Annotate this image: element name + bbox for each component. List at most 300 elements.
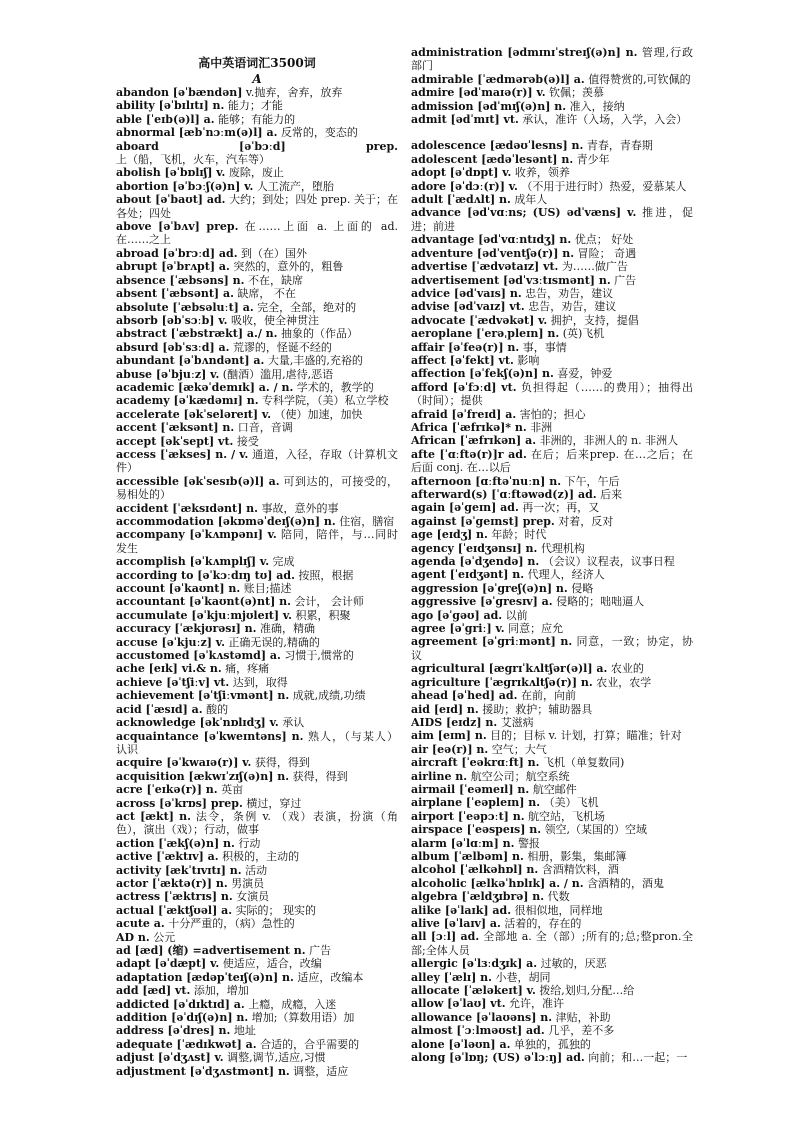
entry-definition: 男演员 bbox=[231, 876, 265, 890]
entry-definition: 侵略 bbox=[571, 581, 594, 595]
entry-definition: 事，事情 bbox=[522, 340, 567, 354]
vocab-entry bbox=[411, 139, 693, 152]
vocab-entry bbox=[116, 368, 398, 381]
entry-definition: 承认，准许（入场，入学，入会） bbox=[522, 113, 688, 127]
entry-definition: 值得赞赏的,可钦佩的 bbox=[588, 72, 691, 86]
entry-definition: 十分严重的，（病）急性的 bbox=[168, 917, 295, 931]
entry-headword: all [ɔːl] ad. bbox=[411, 930, 480, 944]
entry-headword: adjust [əˈdʒʌst] v. bbox=[116, 1051, 224, 1065]
entry-headword: airmail [ˈeəmeɪl] n. bbox=[411, 782, 530, 796]
vocab-entry bbox=[411, 100, 693, 113]
entry-definition: 住宿，膳宿 bbox=[339, 515, 395, 528]
entry-definition: 大约；到处；四处 prep. 关于；在各处；四处 bbox=[116, 193, 398, 220]
vocab-entry bbox=[116, 448, 398, 475]
vocab-entry bbox=[116, 783, 398, 796]
entry-definition: 影响 bbox=[517, 353, 540, 367]
entry-definition: 警报 bbox=[517, 836, 540, 850]
entry-headword: air [eə(r)] n. bbox=[411, 742, 489, 756]
entry-headword: allergic [əˈlɜːdʒɪk] a. bbox=[411, 957, 538, 971]
entry-headword: alarm [əˈlɑːm] n. bbox=[411, 836, 515, 850]
entry-definition: 增加;（算数用语）加 bbox=[251, 1011, 355, 1025]
vocab-entry bbox=[116, 971, 398, 984]
vocab-entry bbox=[411, 448, 693, 475]
entry-definition: 飞机（单复数同) bbox=[543, 756, 625, 770]
entry-definition: 钦佩；羡慕 bbox=[549, 86, 605, 100]
entry-definition: 广告 bbox=[614, 273, 637, 287]
vocab-entry bbox=[411, 542, 693, 555]
entry-headword: agriculture [ˈægrɪkʌltʃə(r)] n. bbox=[411, 675, 593, 689]
entry-headword: aid [eɪd] n. bbox=[411, 702, 479, 716]
vocab-entry bbox=[116, 394, 398, 407]
vocab-entry bbox=[116, 193, 398, 220]
entry-definition: 代理机构 bbox=[540, 541, 585, 555]
vocab-entry bbox=[411, 1051, 693, 1064]
entry-definition: 能力；才能 bbox=[227, 99, 283, 113]
entry-definition: 账目;描述 bbox=[243, 582, 292, 596]
entry-definition: 痛，疼痛 bbox=[225, 662, 270, 676]
entry-definition: 向前；和…一起；一 bbox=[588, 1051, 688, 1065]
vocab-entry bbox=[411, 609, 693, 622]
vocab-entry bbox=[411, 770, 693, 783]
entry-headword: admit [ədˈmɪt] vt. bbox=[411, 113, 519, 127]
vocab-entry bbox=[116, 890, 398, 903]
vocab-entry bbox=[116, 99, 398, 112]
entry-headword: afford [əˈfɔːd] vt. bbox=[411, 380, 517, 394]
entry-definition: 忠告，劝告，建议 bbox=[525, 286, 614, 300]
entry-headword: aggression [əˈgreʃ(ə)n] n. bbox=[411, 581, 568, 595]
entry-headword: advise [ədˈvaɪz] vt. bbox=[411, 300, 525, 314]
vocab-entry bbox=[116, 662, 398, 675]
vocab-entry bbox=[411, 1011, 693, 1024]
entry-definition: 可到达的，可接受的，易相处的） bbox=[116, 474, 399, 502]
vocab-entry bbox=[411, 274, 693, 287]
vocab-entry bbox=[116, 502, 398, 515]
vocab-entry bbox=[411, 984, 693, 997]
entry-definition: 实际的； 现实的 bbox=[235, 903, 317, 917]
entry-headword: almost [ˈɔːlməʊst] ad. bbox=[411, 1024, 545, 1038]
entry-definition: （美）飞机 bbox=[543, 796, 599, 810]
entry-headword: addition [əˈdɪʃ(ə)n] n. bbox=[116, 1011, 249, 1025]
entry-headword: age [eɪdʒ] n. bbox=[411, 528, 488, 542]
entry-definition: (酗酒）滥用,虐待,恶语 bbox=[222, 367, 334, 381]
entry-headword: adult [ˈædʌlt] n. bbox=[411, 193, 511, 207]
vocab-entry bbox=[116, 421, 398, 434]
entry-definition: 突然的，意外的，粗鲁 bbox=[233, 260, 344, 274]
vocab-entry bbox=[116, 555, 398, 568]
entry-definition: 后来 bbox=[600, 488, 623, 501]
vocab-entry bbox=[411, 314, 693, 327]
entry-definition: 不在，缺席 bbox=[248, 273, 304, 287]
entry-headword: absolute [ˈæbsəluːt] a. bbox=[116, 300, 254, 314]
section-letter: A bbox=[252, 72, 262, 86]
vocab-entry bbox=[116, 689, 398, 702]
entry-headword: agency [ˈeɪdʒənsɪ] n. bbox=[411, 541, 538, 555]
vocab-entry bbox=[116, 703, 398, 716]
entry-headword: adolescence [ædəʊˈlesns] n. bbox=[411, 139, 584, 153]
entry-definition: 人工流产，堕胎 bbox=[256, 179, 334, 193]
entry-definition: 几乎，差不多 bbox=[548, 1024, 615, 1038]
vocab-entry bbox=[116, 770, 398, 783]
vocab-entry bbox=[411, 113, 693, 126]
vocab-entry bbox=[411, 287, 693, 300]
entry-headword: accumulate [əˈkjuːmjʊleɪt] v. bbox=[116, 608, 293, 622]
entry-definition: 适应，改编本 bbox=[297, 970, 364, 984]
entry-definition: 英亩 bbox=[221, 783, 244, 797]
entry-definition: 接受 bbox=[236, 434, 259, 448]
vocab-entry bbox=[116, 1011, 398, 1024]
entry-headword: abandon [əˈbændən] bbox=[116, 86, 243, 99]
entry-headword: ahead [əˈhed] ad. bbox=[411, 689, 518, 703]
entry-definition: 侵略的；咄咄逼人 bbox=[556, 595, 645, 609]
entry-definition: 调整,调节,适应,习惯 bbox=[227, 1051, 326, 1065]
entry-headword: accountant [əˈkaʊnt(ə)nt] n. bbox=[116, 595, 291, 609]
entry-definition: 在前，向前 bbox=[520, 689, 576, 703]
entry-headword: acquisition [ækwɪˈzɪʃ(ə)n] n. bbox=[116, 769, 290, 783]
entry-definition: 喜爱，钟爱 bbox=[557, 367, 613, 381]
vocab-entry bbox=[116, 957, 398, 970]
right-entry-list bbox=[411, 46, 693, 1064]
entry-definition: 事故，意外的事 bbox=[261, 501, 339, 515]
vocab-entry bbox=[116, 475, 398, 502]
entry-headword: algebra [ˈældʒɪbrə] n. bbox=[411, 890, 545, 904]
entry-definition: 含酒精的，酒鬼 bbox=[587, 876, 665, 890]
vocab-entry bbox=[411, 555, 693, 568]
vocab-entry bbox=[116, 274, 398, 287]
entry-headword: accuracy [ˈækjʊrəsɪ] n. bbox=[116, 622, 257, 636]
entry-headword: academic [ækəˈdemɪk] a. / n. bbox=[116, 380, 294, 394]
entry-headword: abundant [əˈbʌndənt] a. bbox=[116, 354, 265, 368]
entry-headword: add [æd] vt. bbox=[116, 984, 191, 998]
vocab-entry bbox=[411, 756, 693, 769]
vocab-entry bbox=[411, 327, 693, 340]
vocab-entry bbox=[411, 716, 693, 729]
entry-definition: 成就,成绩,功绩 bbox=[292, 689, 366, 703]
left-entry-list bbox=[116, 86, 398, 1078]
entry-headword: aggressive [əˈgresɪv] a. bbox=[411, 595, 553, 609]
entry-headword: account [əˈkaʊnt] n. bbox=[116, 582, 241, 596]
entry-headword: ad [æd] (缩) =advertisement n. bbox=[116, 944, 306, 957]
entry-definition: 习惯于,惯常的 bbox=[284, 649, 354, 663]
entry-definition: （使）加速，加快 bbox=[274, 407, 363, 421]
entry-headword: accent [ˈæksənt] n. bbox=[116, 421, 235, 435]
entry-definition: 通道，入径，存取（计算机文件） bbox=[116, 447, 399, 475]
entry-spacer bbox=[411, 126, 693, 139]
vocab-entry bbox=[411, 676, 693, 689]
entry-definition: 允许，准许 bbox=[509, 997, 565, 1011]
entry-headword: accept [əkˈsept] vt. bbox=[116, 434, 234, 448]
entry-definition: 陪同，陪伴，与…同时发生 bbox=[116, 528, 398, 555]
vocab-entry bbox=[116, 341, 398, 354]
entry-definition: 女演员 bbox=[236, 890, 270, 904]
entry-headword: airplane [ˈeəpleɪn] n. bbox=[411, 796, 541, 810]
vocab-entry bbox=[116, 1038, 398, 1051]
entry-headword: ability [əˈbɪlɪtɪ] n. bbox=[116, 99, 225, 113]
entry-definition: 目的；目标 v. 计划，打算；瞄准；针对 bbox=[490, 729, 682, 743]
vocab-entry bbox=[411, 354, 693, 367]
vocab-entry bbox=[116, 797, 398, 810]
vocab-entry bbox=[116, 984, 398, 997]
entry-definition: v.抛弃，舍弃，放弃 bbox=[245, 86, 343, 99]
vocab-entry bbox=[116, 260, 398, 273]
entry-headword: aircraft [ˈeəkrɑːft] n. bbox=[411, 756, 540, 770]
entry-definition: 吸收，使全神贯注 bbox=[230, 313, 319, 327]
entry-headword: afraid [əˈfreɪd] a. bbox=[411, 407, 517, 421]
entry-definition: 下午，午后 bbox=[564, 474, 620, 488]
entry-headword: abortion [əˈbɔːʃ(ə)n] v. bbox=[116, 179, 254, 193]
vocab-entry bbox=[411, 86, 693, 99]
entry-headword: accessible [əkˈsesɪb(ə)l] a. bbox=[116, 474, 280, 488]
vocab-entry bbox=[116, 314, 398, 327]
entry-headword: actor [ˈæktə(r)] n. bbox=[116, 876, 228, 890]
vocab-entry bbox=[411, 367, 693, 380]
entry-headword: alcohol [ˈælkəhɒl] n. bbox=[411, 863, 539, 877]
entry-headword: admirable [ˈædmərəb(ə)l] a. bbox=[411, 72, 585, 86]
entry-headword: adequate [ˈædɪkwət] a. bbox=[116, 1037, 257, 1051]
entry-headword: absorb [əbˈsɔːb] v. bbox=[116, 313, 228, 327]
entry-headword: acid [ˈæsɪd] a. bbox=[116, 702, 203, 716]
entry-definition: 在后；后来prep. 在…之后；在 后面 conj. 在…以后 bbox=[411, 447, 694, 475]
vocab-entry bbox=[116, 140, 398, 167]
entry-headword: academy [əˈkædəmɪ] n. bbox=[116, 394, 259, 408]
entry-headword: airline n. bbox=[411, 769, 468, 783]
vocab-entry bbox=[411, 421, 693, 434]
entry-headword: advice [ədˈvaɪs] n. bbox=[411, 286, 522, 300]
entry-definition: 专科学院，（美）私立学校 bbox=[262, 394, 389, 408]
entry-headword: act [ækt] n. bbox=[116, 809, 191, 823]
entry-headword: alone [əˈləʊn] a. bbox=[411, 1037, 511, 1051]
entry-headword: affair [əˈfeə(r)] n. bbox=[411, 340, 520, 354]
entry-definition: 艾滋病 bbox=[500, 715, 534, 729]
entry-definition: 农业的 bbox=[610, 662, 644, 676]
vocab-entry bbox=[411, 180, 693, 193]
entry-headword: agree [əˈgriː] v. bbox=[411, 622, 505, 636]
entry-definition: 到（在）国外 bbox=[241, 246, 308, 260]
entry-definition: 非洲的，非洲人的 n. 非洲人 bbox=[539, 434, 679, 448]
entry-definition: 达到，取得 bbox=[232, 675, 288, 689]
entry-definition: 成年人 bbox=[514, 193, 548, 207]
entry-headword: agenda [əˈdʒendə] n. bbox=[411, 555, 540, 569]
vocab-entry bbox=[411, 796, 693, 809]
vocab-entry bbox=[116, 676, 398, 689]
entry-definition: 按照，根据 bbox=[298, 568, 354, 582]
entry-definition: 航空站，飞机场 bbox=[528, 809, 606, 823]
vocab-entry bbox=[411, 997, 693, 1010]
vocab-entry bbox=[411, 381, 693, 408]
vocab-entry bbox=[411, 73, 693, 86]
entry-headword: abroad [əˈbrɔːd] ad. bbox=[116, 246, 238, 260]
entry-definition: 优点； 好处 bbox=[574, 233, 634, 247]
vocab-entry bbox=[116, 528, 398, 555]
vocab-entry bbox=[411, 233, 693, 246]
vocab-entry bbox=[411, 957, 693, 970]
entry-headword: activity [ækˈtɪvɪtɪ] n. bbox=[116, 863, 242, 877]
entry-headword: AIDS [eɪdz] n. bbox=[411, 715, 498, 729]
vocab-entry bbox=[411, 971, 693, 984]
entry-headword: agreement [əˈgriːmənt] n. bbox=[411, 635, 573, 649]
entry-headword: accomplish [əˈkʌmplɪʃ] v. bbox=[116, 555, 270, 569]
vocab-entry bbox=[116, 595, 398, 608]
entry-definition: 法令，条例 v. （戏）表演，扮演（角色），演出（戏）；行动，做事 bbox=[116, 809, 398, 837]
vocab-entry bbox=[411, 837, 693, 850]
entry-headword: according to [əˈkɔːdɪŋ tʊ] ad. bbox=[116, 568, 295, 582]
entry-headword: absence [ˈæbsəns] n. bbox=[116, 273, 245, 287]
vocab-entry bbox=[116, 716, 398, 729]
vocab-entry bbox=[116, 301, 398, 314]
entry-headword: actual [ˈæktʃʊəl] a. bbox=[116, 903, 233, 917]
vocab-entry bbox=[411, 890, 693, 903]
entry-headword: agent [ˈeɪdʒənt] n. bbox=[411, 568, 525, 582]
vocab-entry bbox=[411, 475, 693, 488]
entry-headword: adaptation [ædəpˈteɪʃ(ə)n] n. bbox=[116, 970, 294, 984]
entry-headword: affection [əˈfekʃ(ə)n] n. bbox=[411, 367, 554, 381]
entry-definition: 拥护，支持，提倡 bbox=[550, 313, 639, 327]
vocab-entry bbox=[116, 113, 398, 126]
entry-definition: 忠告，劝告，建议 bbox=[528, 300, 617, 314]
entry-headword: advertisement [ədˈvɜːtɪsmənt] n. bbox=[411, 273, 611, 287]
entry-definition: 添加，增加 bbox=[193, 984, 249, 998]
entry-headword: advocate [ˈædvəkət] v. bbox=[411, 313, 548, 327]
entry-definition: 代数 bbox=[547, 890, 570, 904]
entry-definition: 收养，领养 bbox=[514, 166, 570, 180]
vocab-entry bbox=[116, 850, 398, 863]
entry-definition: 活动 bbox=[245, 863, 268, 877]
entry-definition: 代理人，经济人 bbox=[527, 568, 605, 582]
entry-headword: absurd [əbˈsɜːd] a. bbox=[116, 340, 230, 354]
vocab-entry bbox=[411, 300, 693, 313]
vocab-entry bbox=[411, 877, 693, 890]
vocab-entry bbox=[411, 783, 693, 796]
entry-headword: airspace [ˈeəspeɪs] n. bbox=[411, 823, 542, 837]
entry-headword: accustomed [əˈkʌstəmd] a. bbox=[116, 649, 281, 663]
entry-headword: allocate [ˈæləkeɪt] v. bbox=[411, 984, 536, 998]
entry-headword: again [əˈgeɪn] ad. bbox=[411, 501, 519, 515]
left-column bbox=[116, 46, 398, 1078]
vocab-entry bbox=[411, 850, 693, 863]
entry-definition: 缺席， 不在 bbox=[237, 287, 296, 301]
vocab-entry bbox=[116, 837, 398, 850]
entry-headword: aboard [əˈbɔːd] prep. bbox=[116, 139, 398, 153]
entry-headword: alive [əˈlaɪv] a. bbox=[411, 917, 501, 930]
entry-definition: 废除，废止 bbox=[228, 166, 284, 180]
entry-headword: allow [əˈlaʊ] vt. bbox=[411, 997, 506, 1011]
vocab-entry bbox=[116, 756, 398, 769]
entry-definition: 以前 bbox=[505, 608, 528, 622]
entry-definition: (英)飞机 bbox=[562, 327, 605, 341]
entry-headword: advantage [ədˈvɑːntɪdʒ] n. bbox=[411, 233, 572, 247]
entry-definition: 含酒精饮料，酒 bbox=[541, 863, 619, 877]
entry-headword: accelerate [əkˈseləreɪt] v. bbox=[116, 407, 272, 421]
vocab-entry bbox=[116, 810, 398, 837]
entry-headword: accident [ˈæksɪdənt] n. bbox=[116, 501, 258, 515]
vocab-entry bbox=[411, 582, 693, 595]
vocab-entry bbox=[411, 206, 693, 233]
vocab-entry bbox=[411, 917, 693, 930]
entry-definition: 获得，得到 bbox=[254, 756, 310, 770]
vocab-entry bbox=[411, 595, 693, 608]
entry-headword: achieve [əˈtʃiːv] vt. bbox=[116, 675, 230, 689]
vocab-entry bbox=[116, 917, 398, 930]
entry-headword: advance [ədˈvɑːns; (US) ədˈvæns] v. bbox=[411, 206, 637, 220]
entry-definition: 口音，音调 bbox=[237, 421, 293, 435]
vocab-entry bbox=[411, 341, 693, 354]
entry-headword: address [əˈdres] n. bbox=[116, 1024, 231, 1038]
entry-definition: 完全，全部，绝对的 bbox=[257, 300, 357, 314]
entry-definition: 积极的，主动的 bbox=[222, 850, 300, 864]
entry-headword: advertise [ˈædvətaɪz] vt. bbox=[411, 260, 559, 274]
vocab-entry bbox=[116, 1051, 398, 1064]
vocab-entry bbox=[116, 998, 398, 1011]
entry-headword: AD n. bbox=[116, 930, 150, 944]
vocab-entry bbox=[116, 247, 398, 260]
vocab-entry bbox=[116, 354, 398, 367]
vocab-entry bbox=[116, 408, 398, 421]
vocab-entry bbox=[116, 877, 398, 890]
vocab-entry bbox=[411, 863, 693, 876]
entry-headword: alley [ˈælɪ] n. bbox=[411, 970, 492, 984]
vocab-entry bbox=[116, 435, 398, 448]
vocab-entry bbox=[116, 86, 398, 99]
vocab-entry bbox=[116, 166, 398, 179]
entry-headword: adolescent [ædəˈlesənt] n. bbox=[411, 152, 574, 166]
vocab-entry bbox=[411, 528, 693, 541]
vocab-entry bbox=[411, 260, 693, 273]
vocab-entry bbox=[116, 1024, 398, 1037]
entry-headword: above [əˈbʌv] prep. bbox=[116, 220, 239, 234]
entry-headword: addicted [əˈdɪktɪd] a. bbox=[116, 997, 245, 1011]
entry-definition: 积累，积聚 bbox=[295, 608, 351, 622]
entry-headword: able [ˈeɪb(ə)l] a. bbox=[116, 112, 215, 126]
entry-headword: accompany [əˈkʌmpənɪ] v. bbox=[116, 528, 277, 542]
entry-definition: 会计， 会计师 bbox=[294, 595, 364, 609]
entry-definition: 全部地 a. 全（部）;所有的;总;整pron.全部;全体人员 bbox=[411, 930, 694, 957]
entry-definition: 管理,行政部门 bbox=[411, 46, 694, 73]
entry-headword: adopt [əˈdɒpt] v. bbox=[411, 166, 512, 180]
entry-headword: admission [ədˈmɪʃ(ə)n] n. bbox=[411, 99, 567, 113]
vocab-entry bbox=[411, 1038, 693, 1051]
entry-headword: active [ˈæktɪv] a. bbox=[116, 850, 219, 864]
vocab-entry bbox=[411, 823, 693, 836]
vocab-entry bbox=[116, 180, 398, 193]
vocab-entry bbox=[411, 703, 693, 716]
vocab-entry bbox=[411, 193, 693, 206]
document-title: 高中英语词汇3500词 bbox=[198, 56, 316, 70]
vocab-entry bbox=[116, 327, 398, 340]
entry-definition: 农业，农学 bbox=[596, 675, 652, 689]
entry-headword: abrupt [əˈbrʌpt] a. bbox=[116, 260, 230, 274]
entry-definition: 单独的，孤独的 bbox=[513, 1037, 591, 1051]
entry-definition: 地址 bbox=[233, 1024, 256, 1038]
entry-headword: abstract [ˈæbstrækt] a./ n. bbox=[116, 327, 278, 341]
entry-headword: alcoholic [ælkəˈhɒlɪk] a. / n. bbox=[411, 876, 584, 890]
entry-definition: 援助；救护；辅助器具 bbox=[482, 702, 593, 716]
vocab-entry bbox=[411, 408, 693, 421]
entry-definition: 合适的，合乎需要的 bbox=[260, 1037, 360, 1051]
entry-headword: ache [eɪk] vi.& n. bbox=[116, 662, 222, 676]
entry-definition: 津贴，补助 bbox=[555, 1010, 611, 1024]
vocab-entry bbox=[116, 569, 398, 582]
entry-definition: 熟人，（与某人）认识 bbox=[116, 729, 398, 756]
entry-definition: 准入，接纳 bbox=[569, 99, 625, 113]
entry-headword: airport [ˈeəpɔːt] n. bbox=[411, 809, 525, 823]
entry-definition: 调整，适应 bbox=[293, 1064, 349, 1078]
right-column bbox=[411, 46, 693, 1064]
entry-definition: 非洲 bbox=[530, 420, 553, 434]
entry-definition: 抽象的（作品） bbox=[281, 327, 359, 341]
entry-headword: album [ˈælbəm] n. bbox=[411, 849, 524, 863]
vocab-entry bbox=[116, 609, 398, 622]
entry-headword: admire [ədˈmaɪə(r)] v. bbox=[411, 86, 546, 100]
vocab-entry bbox=[116, 649, 398, 662]
